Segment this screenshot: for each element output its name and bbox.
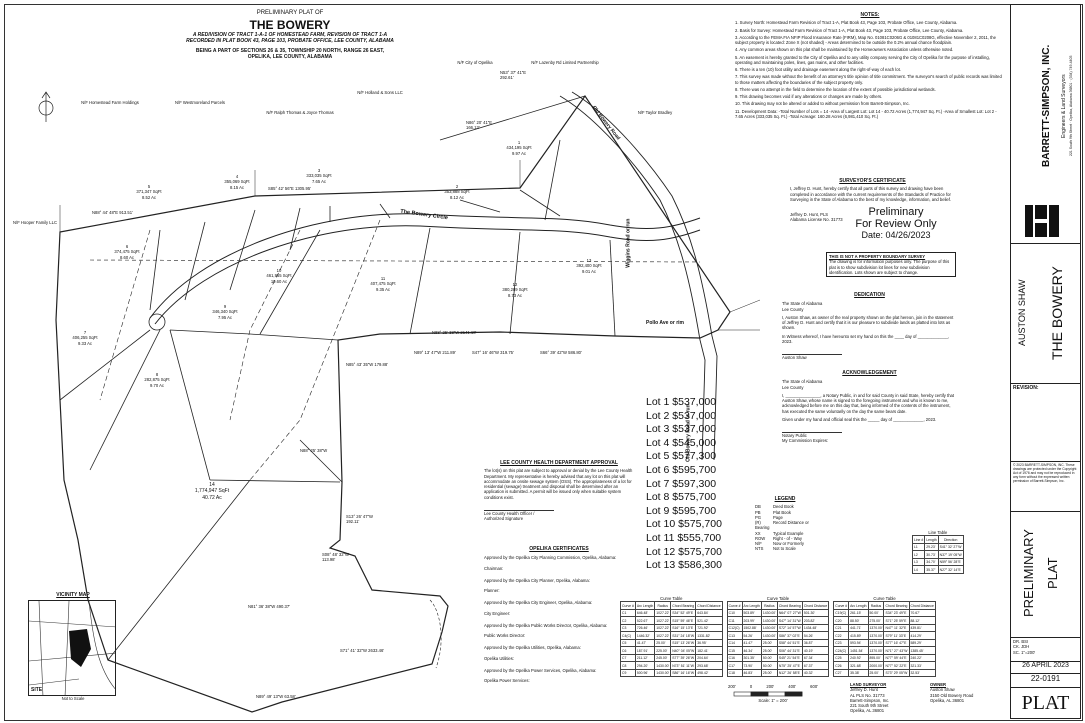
- neighbor-label: N/F Lazenby Rd Limited Partnership: [531, 60, 599, 65]
- bearing-label: N81° 36' 38"W 490.37': [248, 604, 291, 609]
- lot-price: Lot 12 $575,700: [646, 545, 722, 558]
- legend-heading: LEGEND: [774, 496, 796, 502]
- revision-block: [1011, 383, 1080, 462]
- table-row: C2 522.67' 1027.22' S15° 59' 46"E 521.42': [621, 617, 723, 625]
- dedication-heading: DEDICATION: [854, 292, 885, 298]
- revision-label: REVISION:: [1013, 385, 1039, 391]
- table-row: C24(C) 1451.54' 1370.00' N71° 27' 43"W 1385.45': [834, 647, 936, 655]
- table-row: C13 54.26' 1430.00' S86° 37' 02"E 54.26': [727, 632, 829, 640]
- table-row: C25 240.92' 895.00' N77° 59' 44"E 240.22': [834, 654, 936, 662]
- dedication-signature: Auston Shaw: [782, 354, 842, 360]
- lot-label: 14 1,774,947 SqFt 40.72 Ac: [194, 482, 230, 501]
- lot-price-list: [646, 396, 722, 573]
- lot-price: Lot 2 $537,000: [646, 409, 717, 422]
- notes-heading: NOTES:: [860, 12, 880, 18]
- lot-price: Lot 13 $586,300: [646, 559, 722, 572]
- legend-block: [755, 496, 815, 552]
- bearing-label: N89° 13' 47"W 211.89': [414, 350, 456, 355]
- scale-bar: [734, 692, 802, 696]
- ack-body: I, _______________, a Notary Public, in and for said County in said State, hereby certify that Auston Shaw, whose name is signed to the foregoing instrument and who is known to me, acknowledged before me on this day that, being informed of the contents of the instrument, has executed the same voluntarily on the day the same bears date.: [782, 392, 955, 414]
- bearing-label: N88° 25' 38"W 2141.18': [432, 330, 477, 335]
- table-row: C6 187.91' 225.00' N40° 04' 05"W 182.41': [621, 647, 723, 655]
- lot-price: Lot 6 $595,700: [646, 463, 717, 476]
- plat-date: 26 APRIL 2023: [1022, 662, 1069, 669]
- table-row: C27 35.38' 25.00' S73° 29' 05"W 32.53': [834, 669, 936, 677]
- dedication-county: Lee County: [782, 306, 804, 312]
- table-row: C21 441.71' 1370.00' N47° 11' 32"E 439.81': [834, 624, 936, 632]
- stamp-line-3: Date: 04/26/2023: [861, 230, 931, 240]
- lot-label: 5 371,347 SqFt 8.52 Ac: [136, 184, 162, 200]
- title-recorded: RECORDED IN PLAT BOOK 43, PAGE 103, PROBATE OFFICE, LEE COUNTY, ALABAMA: [186, 37, 394, 44]
- lot-label: 8 282,875 SqFt 9.70 Ac: [144, 372, 170, 388]
- opelika-certificates: OPELIKA CERTIFICATES Approved by the Opelika City Planning Commission, Opelika, Alabama: Chairman: Approved by the Opelika City Planner, Opelika, Alabama: Planner: Approved by the Opelika City Engineer, Opelika, Alabama: City Engineer: Approved by the Opelika Public Works Director, Opelika, Alabama: Public Works Director: Approved by the Opelika Utilities, Opelika, Alabama: Opelika Utilities: Approved by the Opelika Power Services, Opelika, Alabama: Opelika Power Services:: [484, 546, 617, 683]
- road-name: The Bowery Circle: [399, 208, 449, 222]
- table-row: C3 726.46' 1027.22' S16° 15' 13"E 721.92': [621, 624, 723, 632]
- not-boundary-note: [826, 252, 956, 277]
- surveyor-signer: Jeffrey D. Hunt, PLS: [790, 212, 829, 217]
- legend-item: PG Page: [755, 514, 783, 520]
- curve-table: Curve Table Curve # Arc Length Radius Chord Bearing Chord Distance C19(C) 261.15' 50.00' S34° 23' 49"E 70.67' C20 88.50' 275.00' S71° 25' 59"E 88.12' C21 441.71' 1370.00' N47° 11' 32"E 439.81' C22 415.89' 1370.00' S79° 11' 33"E 414.29' C23 593.94' 1370.00' S77° 16' 47"E 589.29' C24(C) 1451.54' 1370.00' N71° 27' 43"W 1385.45' C25 240.92' 895.00' N77° 59' 44"E 240.22' C26 321.68' 2000.00' N77° 52' 22"E 321.33' C27 35.38' 25.00' S73° 29' 05"W 32.53': [835, 596, 934, 675]
- project-name: THE BOWERY: [1049, 266, 1065, 360]
- lot-price: Lot 5 $577,300: [646, 450, 717, 463]
- dedication-witness: In Witness whereof, I have hereunto set my hand on this the ____ day of _____________, 2023.: [782, 333, 950, 344]
- line-table-heading: Line Table: [928, 530, 948, 535]
- curve-tables: [620, 596, 936, 677]
- lot-label: 11 407,475 SqFt 9.35 Ac: [370, 276, 396, 292]
- neighbor-label: N/F Hooper Family LLC: [13, 220, 57, 225]
- title-block: [160, 10, 420, 61]
- title-location-2: OPELIKA, LEE COUNTY, ALABAMA: [247, 54, 333, 61]
- table-row: C20 88.50' 275.00' S71° 25' 59"E 88.12': [834, 617, 936, 625]
- surveyor-license: Alabama License No. 31773: [790, 217, 843, 223]
- bearing-label: N53° 37' 41"E 292.61': [500, 70, 527, 81]
- neighbor-label: N/F Ralph Thomas & Joyce Thomas: [266, 110, 334, 115]
- acknowledgement-block: [782, 370, 957, 444]
- note-item: 1. Survey North: Homestead Farm Revision of Tract 1-A, Plat Book 43, Page 103, Probate Office, Lee County, Alabama.: [735, 20, 958, 26]
- not-boundary-text: The drawing is for information purposes only. The purpose of this plat is to show subdivision lot lines for new subdivision identification. Lots shown are subject to change.: [829, 259, 950, 275]
- neighbor-label: N/F Taylor Bradley: [637, 110, 673, 115]
- table-row: L4 35.37' N27° 32' 14"E: [913, 566, 964, 574]
- vicinity-map-frame: SITE: [28, 600, 116, 696]
- lot-price: Lot 7 $597,300: [646, 477, 717, 490]
- note-item: 11. Development Data: -Total Number of Lots = 14 -Area of Largest Lot: Lot 14 - 40.72 Acres (1,774,947 Sq. Ft.) -Area of Smallest Lot: Lot 2 - 7.65 Acres (333,035 Sq. Ft.) -Total Acreage: 160.28 Acres (6,981,410 Sq. Ft.): [735, 108, 997, 119]
- road-name: Pollo Ave or rim: [646, 320, 684, 326]
- owner-block: OWNER Auston Shaw 3150 Old Bowery Road Opelika, AL 36801: [930, 682, 974, 703]
- prelim-block: [1011, 511, 1080, 638]
- lot-label: 6 374,475 SqFt 8.60 Ac: [114, 244, 140, 260]
- title-location-1: BEING A PART OF SECTIONS 26 & 35, TOWNSHIP 20 NORTH, RANGE 26 EAST,: [195, 48, 385, 54]
- legend-item: N/F Now or Formerly: [755, 541, 804, 546]
- road-name: Old Bowery Road or run: [685, 404, 692, 462]
- table-row: C4(C) 1446.32' 1027.22' S31° 24' 18"W 1331.82': [621, 632, 723, 640]
- table-row: C5 41.47' 25.00' S15° 13' 26"W 36.95': [621, 639, 723, 647]
- legend-item: NTS Not to Scale: [755, 546, 796, 552]
- table-row: C14 41.47' 25.00' S58° 44' 51"E 36.87': [727, 639, 829, 647]
- table-row: C23 593.94' 1370.00' S77° 16' 47"E 589.29': [834, 639, 936, 647]
- sheet-type-block: [1011, 687, 1080, 720]
- note-item: 4. Any common areas shown on this plat shall be maintained by the Homeowners Association unless otherwise noted.: [735, 47, 954, 53]
- client-block: [1011, 243, 1080, 384]
- ack-heading: ACKNOWLEDGEMENT: [842, 370, 897, 376]
- table-row: C15 46.34' 25.00' S06° 44' 31"E 40.19': [727, 647, 829, 655]
- legend-item: (R) Record Distance or Bearing: [755, 520, 809, 531]
- bearing-label: S66° 39' 42"W 586.80': [540, 350, 582, 355]
- lot-price: Lot 11 $555,700: [646, 531, 722, 544]
- meta-block: [1013, 639, 1078, 655]
- table-row: C26 321.68' 2000.00' N77° 52' 22"E 321.33': [834, 662, 936, 670]
- firm-sub: Engineers & Land Surveyors: [1061, 74, 1067, 138]
- job-number: 22-0191: [1030, 674, 1061, 683]
- neighbor-label: N/F Holland & Sons LLC: [357, 90, 403, 95]
- lot-price: Lot 4 $545,000: [646, 436, 717, 449]
- neighbor-label: N/F Westmoreland Parcels: [175, 100, 225, 105]
- table-row: L2 30.73' N37° 19' 05"W: [914, 552, 962, 557]
- ack-county: Lee County: [782, 384, 804, 390]
- lot-label: 1 434,195 SqFt 9.97 Ac: [506, 140, 532, 156]
- table-row: C22 415.89' 1370.00' S79° 11' 33"E 414.29': [834, 632, 936, 640]
- line-table: Line Table Line # Length Direction L1 29.23' S41° 32' 27"W L2 30.73' N37° 19' 05"W L3 34.70' N59° 56' 28"E L4 35.37' N27° 32' 14"E: [914, 530, 962, 572]
- stamp-line-2: For Review Only: [855, 218, 937, 230]
- note-item: 3. According to the FEMA FIA NFIP Flood Insurance Rate (FIRM), Map No. 01081C0206G & 01081C0208G, effective November 2, 2011, the subject property is located: Zone X (not shaded) - Areas determined to be outside the 0.2% annual chance floodplain.: [735, 34, 996, 45]
- job-block: [1011, 673, 1080, 683]
- table-row: C11 203.99' 1430.00' S47° 14' 31"W 203.82': [727, 617, 829, 625]
- bearing-label: N89° 49' 13"W 63.58': [256, 694, 296, 699]
- sheet-type: PLAT: [1021, 692, 1070, 714]
- table-row: C16 301.35' 50.00' S45° 21' 54"E 67.34': [727, 654, 829, 662]
- table-row: C18 46.83' 25.00' N12° 26' 58"E 40.32': [727, 669, 829, 677]
- table-row: L3 34.70' N59° 56' 28"E: [913, 558, 964, 566]
- table-row: C10 503.89' 1430.00' N64° 07' 27"W 501.30': [727, 609, 829, 617]
- table-row: C19(C) 261.15' 50.00' S34° 23' 49"E 70.67': [834, 609, 936, 617]
- note-item: 9. This drawing becomes void if any alterations or changes are made by others.: [735, 94, 883, 99]
- firm-logo-icon: [1025, 205, 1059, 237]
- lot-price: Lot 3 $537,000: [646, 423, 717, 436]
- table-row: C7 211.12' 245.00' S77° 39' 26"W 204.64': [621, 654, 723, 662]
- lot-label: 7 406,255 SqFt 9.33 Ac: [72, 330, 98, 346]
- note-item: 2. Basis for Survey: Homestead Farm Revision of Tract 1-A, Plat Book 43, Page 103, Probate Office, Lee County, Alabama.: [735, 27, 964, 33]
- stamp-line-1: Preliminary: [868, 206, 924, 218]
- lot-price: Lot 9 $595,700: [646, 504, 717, 517]
- note-item: 8. There was no attempt in the field to determine the location of the extent of possible jurisdictional wetlands.: [735, 86, 936, 92]
- title-prelim: PRELIMINARY PLAT OF: [256, 10, 324, 16]
- lot-price: Lot 10 $575,700: [646, 518, 722, 531]
- legend-item: DB Deed Book: [755, 504, 794, 510]
- dedication-state: The State of Alabama: [782, 301, 823, 307]
- surveyor-body: I, Jeffrey D. Hunt, hereby certify that all parts of this survey and drawing have been completed in accordance with the current requirements of the Standards of Practice for Surveying in the State of Alabama to the best of my knowledge, information, and belief.: [790, 186, 952, 202]
- site-marker: [69, 629, 91, 667]
- bearing-label: S13° 26' 47"W 192.11': [346, 514, 374, 525]
- legend-item: PB Plat Book: [755, 509, 791, 515]
- note-item: 6. There is a ten (10) foot utility and drainage easement along the right-of-way of each lot.: [735, 67, 901, 72]
- ack-given: Given under my hand and official seal this the _____ day of _____________, 2023.: [782, 416, 937, 422]
- lot-label: 2 353,888 SqFt 8.12 Ac: [444, 184, 470, 200]
- bearing-label: S85° 42' 56"E 1305.95': [268, 186, 311, 191]
- lot-label: 10 461,965 SqFt 10.60 Ac: [266, 268, 292, 284]
- bearing-label: S08° 48' 32"W 113.98': [322, 552, 350, 563]
- lot-label: 3 333,035 SqFt 7.65 Ac: [306, 168, 332, 184]
- side-title-strip: [1010, 4, 1081, 719]
- copyright-text: © 2023 BARRETT-SIMPSON, INC. These drawings are protected under the Copyright Act of 1976 and may not be reproduced in any form without the expressed written permission of Barrett-Simpson, Inc.: [1013, 463, 1077, 484]
- scale-ticks: 200' 0 200' 400' 600': [728, 684, 818, 689]
- table-row: C8 294.20' 1430.00' N73° 51' 11"W 293.68': [621, 662, 723, 670]
- table-row: C17 73.90' 50.00' N75° 25' 47"E 67.37': [727, 662, 829, 670]
- plat-word: PLAT: [1045, 557, 1060, 589]
- prelim-word: PRELIMINARY: [1021, 529, 1036, 617]
- neighbor-label: N/F City of Opelika: [457, 60, 493, 65]
- legend-item: XX Typical Example: [755, 530, 804, 536]
- table-row: L1 29.23' S41° 32' 27"W: [914, 545, 962, 549]
- bearing-label: N88° 44' 48"E 913.51': [92, 210, 133, 215]
- bowery-road: [150, 214, 700, 318]
- copyright-block: [1011, 461, 1080, 512]
- curve-table: Curve Table Curve # Arc Length Radius Chord Bearing Chord Distance C1 646.48' 1027.22' S34° 52' 49"E 643.84' C2 522.67' 1027.22' S15° 59' 46"E 521.42' C3 726.46' 1027.22' S16° 15' 13"E 721.92' C4(C) 1446.32' 1027.22' S31° 24' 18"W 1331.82' C5 41.47' 25.00' S15° 13' 26"W 36.95' C6 187.91' 225.00' N40° 04' 05"W 182.41' C7 211.12' 245.00' S77° 39' 26"W 204.64' C8 294.20' 1430.00' N73° 51' 11"W 293.68' C9 500.96' 1430.00' S86° 16' 16"W 498.42': [622, 596, 721, 675]
- lot-price: Lot 8 $575,700: [646, 491, 717, 504]
- vicinity-map: VICINITY MAP SITE Not to Scale: [28, 592, 118, 704]
- not-boundary-heading: THIS IS NOT A PROPERTY BOUNDARY SURVEY: [829, 254, 926, 259]
- land-surveyor-block: LAND SURVEYOR Jeffrey D. Hunt AL PLS No. 31773 Barrett-Simpson, Inc. 221 South 9th Street Opelika, AL 36801: [850, 682, 890, 714]
- neighbor-label: N/F Homestead Farm Holdings: [81, 100, 139, 105]
- ack-expires: My Commission Expires:: [782, 438, 829, 444]
- surveyor-heading: SURVEYOR'S CERTIFICATE: [839, 178, 906, 184]
- table-row: C1 646.48' 1027.22' S34° 52' 49"E 643.84': [621, 609, 723, 617]
- client-name: AUSTON SHAW: [1017, 279, 1027, 347]
- legend-item: ROW Right - of - Way: [755, 535, 802, 541]
- firm-name: BARRETT-SIMPSON, INC.: [1041, 44, 1052, 168]
- lot-label: 13 392,400 SqFt 9.01 Ac: [576, 258, 602, 274]
- table-row: C9 500.96' 1430.00' S86° 16' 16"W 498.42': [621, 669, 723, 677]
- bearing-label: S47° 16' 46"W 319.75': [472, 350, 514, 355]
- scale-text: Scale: 1" = 200': [758, 698, 788, 703]
- lot-label: 9 346,340 SqFt 7.95 Ac: [212, 304, 238, 320]
- ack-notary: Notary Public: [782, 432, 842, 438]
- note-item: 5. An easement is hereby granted to the City of Opelika and to any utility company serving the City of Opelika for the purpose of installing, operating and maintaining poles, lines, gas mains, and other facilities.: [735, 54, 990, 65]
- road-name: Old Bowery Road: [590, 104, 622, 142]
- table-row: C12(C) 1502.88' 1430.00' S72° 14' 57"W 1434.48': [727, 624, 829, 632]
- curve-table: Curve Table Curve # Arc Length Radius Chord Bearing Chord Distance C10 503.89' 1430.00' N64° 07' 27"W 501.30' C11 203.99' 1430.00' S47° 14' 31"W 203.82' C12(C) 1502.88' 1430.00' S72° 14' 57"W 1434.48' C13 54.26' 1430.00' S86° 37' 02"E 54.26' C14 41.47' 25.00' S58° 44' 51"E 36.87' C15 46.34' 25.00' S06° 44' 31"E 40.19' C16 301.35' 50.00' S45° 21' 54"E 67.34' C17 73.90' 50.00' N75° 25' 47"E 67.37' C18 46.83' 25.00' N12° 26' 58"E 40.32': [728, 596, 828, 675]
- bearing-label: N88° 25' 38"W: [300, 448, 328, 453]
- meta-row: SC. 1"=200': [1013, 649, 1036, 655]
- bearing-label: N85° 43' 35"W 179.88': [346, 362, 389, 367]
- dedication-body: I, Auston Shaw, as owner of the real property shown on the plat hereon, join in the statement of Jeffrey D. Hunt and certify that it is our pleasure to subdivide lands as platted into lots as shown.: [782, 314, 954, 331]
- note-item: 7. This survey was made without the benefit of an attorney's title opinion of title commitment. The surveyor's search of public records was limited to those matters affecting the boundaries of the subject property only.: [735, 74, 1002, 85]
- meta-row: DR. BSI: [1013, 639, 1029, 644]
- lot-label: 4 355,069 SqFt 8.15 Ac: [224, 174, 250, 190]
- ack-state: The State of Alabama: [782, 379, 823, 385]
- bearing-label: S71° 41' 32"W 2633.46': [340, 648, 385, 653]
- meta-row: CK. JDH: [1013, 644, 1030, 650]
- notes-block: [735, 12, 1005, 119]
- firm-block: [1011, 5, 1080, 244]
- road-name: Wiggins Road or run: [625, 218, 632, 268]
- firm-address: 221 South 9th Street · Opelika, Alabama 36801 · (334) 749-4405: [1069, 55, 1073, 157]
- lot-label: 12 380,289 SqFt 8.73 Ac: [502, 282, 528, 298]
- lot-price: Lot 1 $537,000: [646, 396, 717, 408]
- dedication-block: [782, 292, 957, 360]
- note-item: 10. This drawing may not be altered or added to without permission from Barrett-Simpson, Inc.: [735, 101, 910, 107]
- date-block: [1011, 661, 1080, 669]
- surveyor-certificate: [790, 178, 955, 223]
- title-redivision: A REDIVISION OF TRACT 1-A-1 OF HOMESTEAD FARM, REVISION OF TRACT 1-A: [192, 31, 388, 38]
- title-name: THE BOWERY: [249, 17, 331, 32]
- bearing-label: N86° 20' 41"E 166.13': [466, 120, 493, 131]
- health-dept-block: LEE COUNTY HEALTH DEPARTMENT APPROVAL The lot(s) on this plat are subject to approval or denial by the Lee County Health Department. My representative is hereby advised that any lot on this plat will accommodate an onsite sewage system (OSS). The appropriateness of a lot for residential (sewage) treatment and disposal shall be determined after an application is submitted. A permit will be issued only when suitable system conditions exist. Lee County Health Officer / Authorized Signature: [484, 460, 633, 521]
